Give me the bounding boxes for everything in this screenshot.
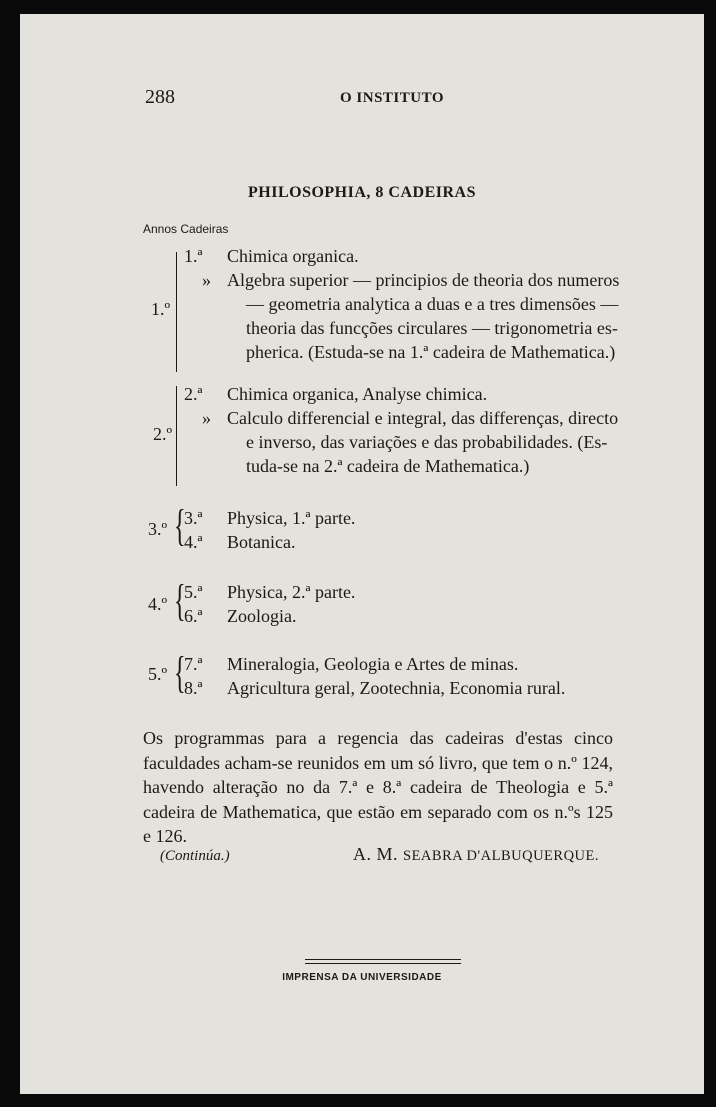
section-title: PHILOSOPHIA, 8 CADEIRAS	[248, 184, 476, 201]
column-header: Annos Cadeiras	[143, 222, 229, 236]
signature-name: SEABRA D'ALBUQUERQUE.	[403, 848, 599, 864]
year-label: 3.º	[148, 519, 168, 539]
year-label: 1.º	[151, 299, 171, 319]
cadeira-number: 2.ª	[184, 384, 203, 404]
course-text: pherica. (Estuda-se na 1.ª cadeira de Mathematica.)	[246, 342, 616, 362]
cadeira-number: »	[202, 270, 211, 290]
course-text: Chimica organica.	[227, 246, 359, 266]
continua-note: (Continúa.)	[160, 848, 230, 864]
cadeira-number: 8.ª	[184, 678, 203, 698]
brace: {	[174, 576, 186, 625]
running-head: O INSTITUTO	[340, 90, 445, 106]
course-text: tuda-se na 2.ª cadeira de Mathematica.)	[246, 456, 530, 476]
brace	[176, 252, 177, 372]
course-text: Algebra superior — principios de theoria dos numeros	[227, 270, 620, 290]
brace	[176, 386, 177, 486]
course-text: theoria das funcções circulares — trigonometria es-	[246, 318, 618, 338]
cadeira-number: »	[202, 408, 211, 428]
closing-paragraph: Os programmas para a regencia das cadeiras d'estas cinco faculdades acham-se reunidos em um só livro, que tem o n.º 124, havendo alteração no da 7.ª e 8.ª cadeira de Theologia e 5.ª cadeira de Mathematica, que estão em separado com os n.ºs 125 e 126.	[143, 728, 613, 846]
page-number: 288	[145, 86, 175, 108]
course-text: Physica, 1.ª parte.	[227, 508, 356, 528]
course-text: Physica, 2.ª parte.	[227, 582, 356, 602]
course-text: Chimica organica, Analyse chimica.	[227, 384, 488, 404]
cadeira-number: 1.ª	[184, 246, 203, 266]
document-page	[20, 14, 704, 1094]
brace: {	[174, 501, 186, 550]
signature-initials: A. M.	[353, 844, 399, 864]
course-text: e inverso, das variações e das probabilidades. (Es-	[246, 432, 608, 452]
course-text: Zoologia.	[227, 606, 297, 626]
cadeira-number: 5.ª	[184, 582, 203, 602]
course-text: — geometria analytica a duas e a tres dimensões —	[246, 294, 619, 314]
imprint: IMPRENSA DA UNIVERSIDADE	[282, 972, 442, 983]
cadeira-number: 3.ª	[184, 508, 203, 528]
divider-rule	[305, 963, 461, 964]
year-label: 2.º	[153, 424, 173, 444]
signature	[353, 844, 599, 865]
brace: {	[174, 648, 186, 697]
year-label: 4.º	[148, 594, 168, 614]
course-text: Agricultura geral, Zootechnia, Economia rural.	[227, 678, 566, 698]
course-text: Botanica.	[227, 532, 296, 552]
cadeira-number: 4.ª	[184, 532, 203, 552]
divider-rule	[305, 959, 461, 960]
course-text: Calculo differencial e integral, das differenças, directo	[227, 408, 619, 428]
cadeira-number: 6.ª	[184, 606, 203, 626]
course-text: Mineralogia, Geologia e Artes de minas.	[227, 654, 519, 674]
year-label: 5.º	[148, 664, 168, 684]
cadeira-number: 7.ª	[184, 654, 203, 674]
